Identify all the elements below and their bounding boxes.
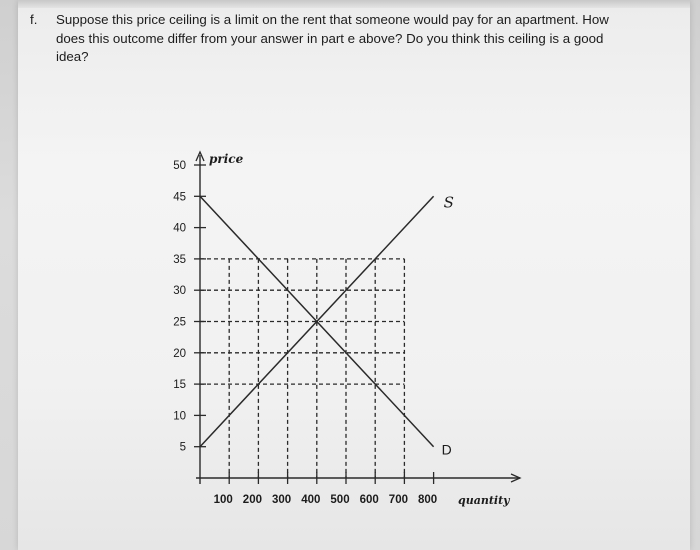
- supply-curve-label: S: [443, 193, 454, 212]
- y-tick-label-15: 15: [173, 379, 186, 392]
- y-tick-label-5: 5: [179, 441, 186, 454]
- x-tick-label-100: 100: [213, 494, 233, 506]
- x-tick-label-500: 500: [330, 494, 350, 506]
- question-line-3: idea?: [56, 49, 89, 64]
- demand-curve-label: D: [441, 441, 452, 458]
- y-tick-label-45: 45: [173, 191, 186, 204]
- x-tick-label-200: 200: [242, 494, 262, 506]
- y-axis-title: price: [209, 152, 244, 166]
- question-line-1: Suppose this price ceiling is a limit on the rent that someone would pay for an apartment. How: [56, 12, 609, 27]
- x-tick-label-400: 400: [301, 494, 321, 506]
- x-tick-label-800: 800: [418, 494, 438, 506]
- x-tick-label-600: 600: [359, 494, 379, 506]
- y-tick-label-40: 40: [173, 222, 186, 235]
- x-tick-label-700: 700: [388, 494, 408, 506]
- question-line-2: does this outcome differ from your answer in part e above? Do you think this ceiling is a good: [56, 30, 604, 46]
- y-tick-label-30: 30: [173, 285, 186, 298]
- y-tick-label-25: 25: [173, 316, 186, 329]
- dashed-grid-layer: [200, 259, 404, 478]
- y-tick-label-10: 10: [173, 410, 186, 423]
- y-tick-label-50: 50: [173, 160, 186, 172]
- x-tick-label-300: 300: [272, 494, 292, 506]
- y-tick-label-20: 20: [173, 347, 186, 360]
- axes-layer: [194, 152, 520, 484]
- labels-layer: [173, 152, 511, 507]
- x-axis-title: quantity: [458, 494, 510, 507]
- y-tick-label-35: 35: [173, 253, 186, 266]
- question-label: f.: [30, 12, 38, 27]
